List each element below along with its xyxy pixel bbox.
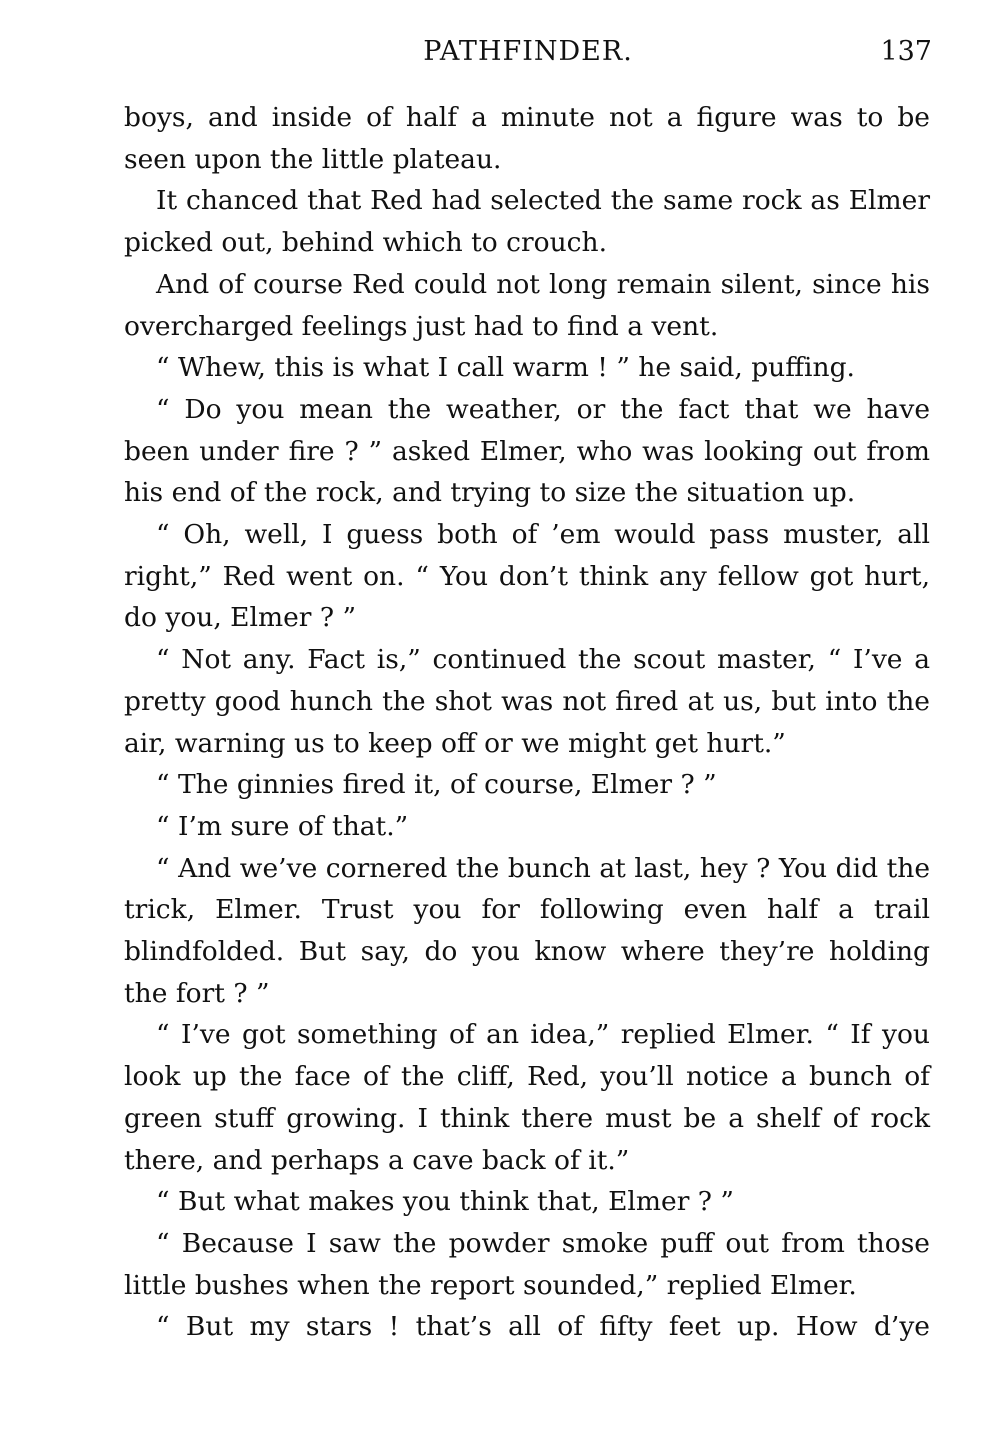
paragraph-3: And of course Red could not long remain silent, since his overcharged feelings just had to find a vent. (124, 268, 930, 342)
page-number: 137 (880, 36, 932, 67)
body-text (124, 97, 930, 1348)
paragraph-2: It chanced that Red had selected the same rock as Elmer picked out, behind which to crouch. (124, 185, 930, 259)
paragraph-13: “ Because I saw the powder smoke puff out from those little bushes when the report sounded,” replied Elmer. (124, 1227, 930, 1301)
paragraph-11: “ I’ve got something of an idea,” replied Elmer. “ If you look up the face of the cliff, Red, you’ll notice a bunch of green stuff growing. I think there must be a shelf of rock there, and perhaps a cave back of it.” (124, 1019, 930, 1176)
paragraph-14: “ But my stars ! that’s all of fifty feet up. How d’ye (156, 1311, 930, 1343)
paragraph-5: “ Do you mean the weather, or the fact that we have been under fire ? ” asked Elmer, who was looking out from his end of the rock, and trying to size the situation up. (124, 393, 930, 509)
paragraph-1: boys, and inside of half a minute not a figure was to be seen upon the little plateau. (124, 102, 930, 175)
paragraph-4: “ Whew, this is what I call warm ! ” he said, puffing. (156, 352, 855, 384)
paragraph-8: “ The ginnies fired it, of course, Elmer ? ” (156, 769, 717, 801)
paragraph-10: “ And we’ve cornered the bunch at last, hey ? You did the trick, Elmer. Trust you for following even half a trail blindfolded. But say, do you know where they’re holding the fort ? ” (124, 852, 930, 1009)
paragraph-12: “ But what makes you think that, Elmer ? ” (156, 1186, 734, 1218)
running-title: PATHFINDER. (423, 36, 633, 67)
paragraph-7: “ Not any. Fact is,” continued the scout master, “ I’ve a pretty good hunch the shot was not fired at us, but into the air, warning us to keep off or we might get hurt.” (124, 644, 930, 759)
paragraph-6: “ Oh, well, I guess both of ’em would pass muster, all right,” Red went on. “ You don’t think any fellow got hurt, do you, Elmer ? ” (124, 519, 930, 634)
paragraph-9: “ I’m sure of that.” (156, 810, 409, 842)
running-head (124, 36, 932, 76)
